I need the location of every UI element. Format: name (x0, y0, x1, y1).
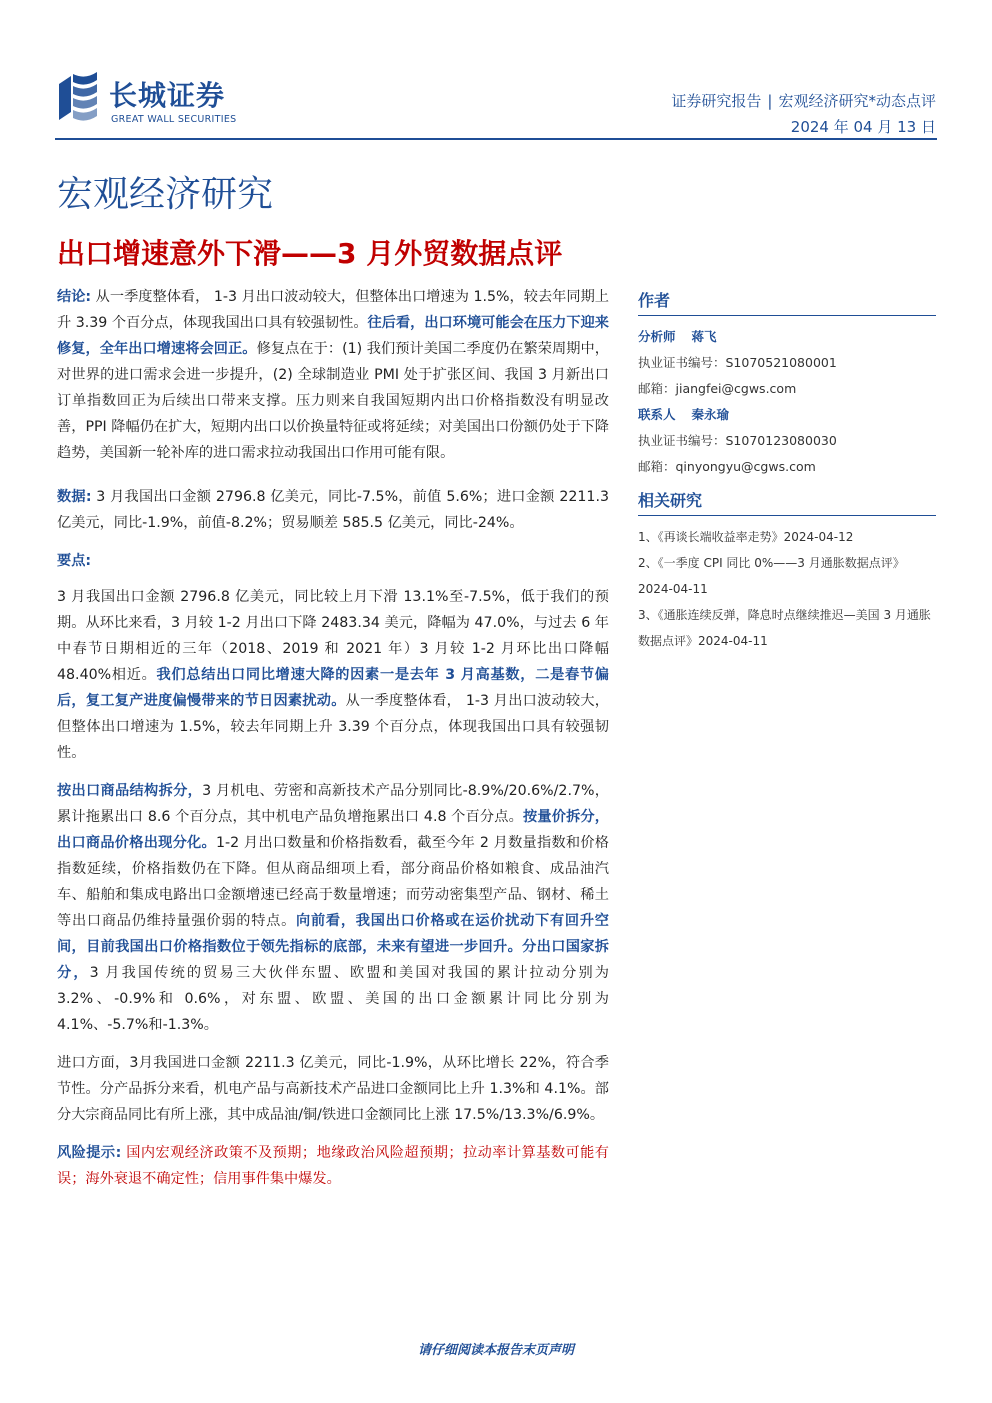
p2-text-3: 3 月我国传统的贸易三大伙伴东盟、欧盟和美国对我国的累计拉动分别为 3.2%、-0.9%和 0.6%，对东盟、欧盟、美国的出口金额累计同比分别为 4.1%、-5.7%和-1.3%。 (57, 965, 609, 1033)
p1-text-1: 3 月我国出口金额 2796.8 亿美元，同比较上月下滑 13.1%至-7.5%，低于我们的预期。从环比来看，3 月较 1-2 月出口下降 2483.34 美元，降幅为 47.0%，与过去 6 年中春节日期相近的三年（2018、2019 和 2021 年）3 月较 1-2 月环比出口降幅 48.40%相近。 (57, 589, 609, 683)
analyst-label: 分析师 (638, 329, 676, 344)
report-date: 2024 年 04 月 13 日 (790, 118, 936, 136)
related-item-1[interactable]: 1、《再谈长端收益率走势》2024-04-12 (638, 530, 854, 544)
points-paragraph-3 (57, 1050, 609, 1128)
p2-emphasis-1: 按出口商品结构拆分， (57, 783, 203, 799)
p1-emphasis: 我们总结出口同比增速大降的因素一是去年 3 月高基数，二是春节偏后，复工复产进度偏慢带来的节日因素扰动。 (57, 667, 609, 709)
related-heading: 相关研究 (638, 488, 936, 516)
report-title: 出口增速意外下滑——3 月外贸数据点评 (57, 237, 563, 270)
analyst-row (638, 324, 936, 350)
points-heading: 要点: (57, 553, 92, 569)
analyst-name: 蒋飞 (691, 329, 717, 344)
section-title: 宏观经济研究 (57, 174, 274, 215)
points-paragraph-2 (57, 778, 609, 1038)
data-label: 数据: (57, 489, 92, 505)
risk-text: 国内宏观经济政策不及预期；地缘政治风险超预期；拉动率计算基数可能有误；海外衰退不确定性；信用事件集中爆发。 (57, 1145, 609, 1187)
logo-english-name: GREAT WALL SECURITIES (111, 114, 237, 125)
footer-disclaimer: 请仔细阅读本报告末页声明 (417, 1343, 574, 1358)
p3-text: 进口方面，3月我国进口金额 2211.3 亿美元，同比-1.9%，从环比增长 22%，符合季节性。分产品拆分来看，机电产品与高新技术产品进口金额同比上升 1.3%和 4.1%。部分大宗商品同比有所上涨，其中成品油/铜/铁进口金额同比上涨 17.5%/13.3%/6.9%。 (57, 1055, 609, 1123)
contact-label: 联系人 (638, 407, 676, 422)
great-wall-logo-icon (55, 70, 101, 124)
header-separator: | (767, 92, 773, 110)
p2-text-1: 3 月机电、劳密和高新技术产品分别同比-8.9%/20.6%/2.7%，累计拖累出口 8.6 个百分点，其中机电产品负增拖累出口 4.8 个百分点。 (57, 783, 609, 825)
header-divider (55, 138, 937, 140)
report-subcategory: 宏观经济研究*动态点评 (778, 92, 936, 110)
conclusion-text-1: 从一季度整体看， 1-3 月出口波动较大，但整体出口增速为 1.5%，较去年同期上升 3.39 个百分点，体现我国出口具有较强韧性。 (57, 289, 609, 331)
sidebar (638, 288, 936, 654)
risk-paragraph (57, 1140, 609, 1192)
analyst-email[interactable]: 邮箱：jiangfei@cgws.com (638, 381, 797, 396)
p1-text-2: 从一季度整体看， 1-3 月出口波动较大，但整体出口增速为 1.5%，较去年同期上升 3.39 个百分点，体现我国出口具有较强韧性。 (57, 693, 609, 761)
p2-text-2: 1-2 月出口数量和价格指数看，截至今年 2 月数量指数和价格指数延续，价格指数仍在下降。但从商品细项上看，部分商品价格如粮食、成品油汽车、船舶和集成电路出口金额增速已经高于数量增速；而劳动密集型产品、钢材、稀土等出口商品仍维持量强价弱的特点。 (57, 835, 609, 929)
data-paragraph (57, 484, 609, 536)
conclusion-emphasis: 往后看，出口环境可能会在压力下迎来修复，全年出口增速将会回正。 (57, 315, 609, 357)
company-logo (55, 70, 295, 130)
analyst-cert: 执业证书编号：S1070521080001 (638, 355, 837, 370)
related-item-2[interactable]: 2、《一季度 CPI 同比 0%——3 月通胀数据点评》 2024-04-11 (638, 556, 905, 596)
contact-name: 秦永瑜 (691, 407, 730, 422)
logo-chinese-name: 长城证券 (109, 79, 226, 112)
data-text: 3 月我国出口金额 2796.8 亿美元，同比-7.5%，前值 5.6%；进口金额 2211.3 亿美元，同比-1.9%，前值-8.2%；贸易顺差 585.5 亿美元，同比-24%。 (57, 489, 609, 531)
p2-emphasis-3: 向前看，我国出口价格或在运价扰动下有回升空间，目前我国出口价格指数位于领先指标的底部，未来有望进一步回升。分出口国家拆分， (57, 913, 609, 981)
conclusion-label: 结论: (57, 289, 92, 305)
conclusion-paragraph (57, 284, 609, 466)
points-paragraph-1 (57, 584, 609, 766)
author-heading: 作者 (638, 288, 936, 316)
contact-row (638, 402, 936, 428)
report-category (671, 90, 936, 111)
contact-cert: 执业证书编号：S1070123080030 (638, 433, 837, 448)
risk-label: 风险提示: (57, 1145, 122, 1161)
report-type: 证券研究报告 (671, 92, 762, 110)
related-item-3[interactable]: 3、《通胀连续反弹，降息时点继续推迟—美国 3 月通胀数据点评》2024-04-11 (638, 608, 931, 648)
main-content (57, 284, 609, 1204)
p2-emphasis-2: 按量价拆分，出口商品价格出现分化。 (57, 809, 609, 851)
conclusion-text-2: 修复点在于：(1) 我们预计美国二季度仍在繁荣周期中，对世界的进口需求会进一步提升，(2) 全球制造业 PMI 处于扩张区间、我国 3 月新出口订单指数回正为后续出口带来支撑。压力则来自我国短期内出口价格指数没有明显改善，PPI 降幅仍在扩大，短期内出口以价换量特征或将延续；对美国出口份额仍处于下降趋势，美国新一轮补库的进口需求拉动我国出口作用可能有限。 (57, 341, 609, 461)
contact-email[interactable]: 邮箱：qinyongyu@cgws.com (638, 459, 816, 474)
